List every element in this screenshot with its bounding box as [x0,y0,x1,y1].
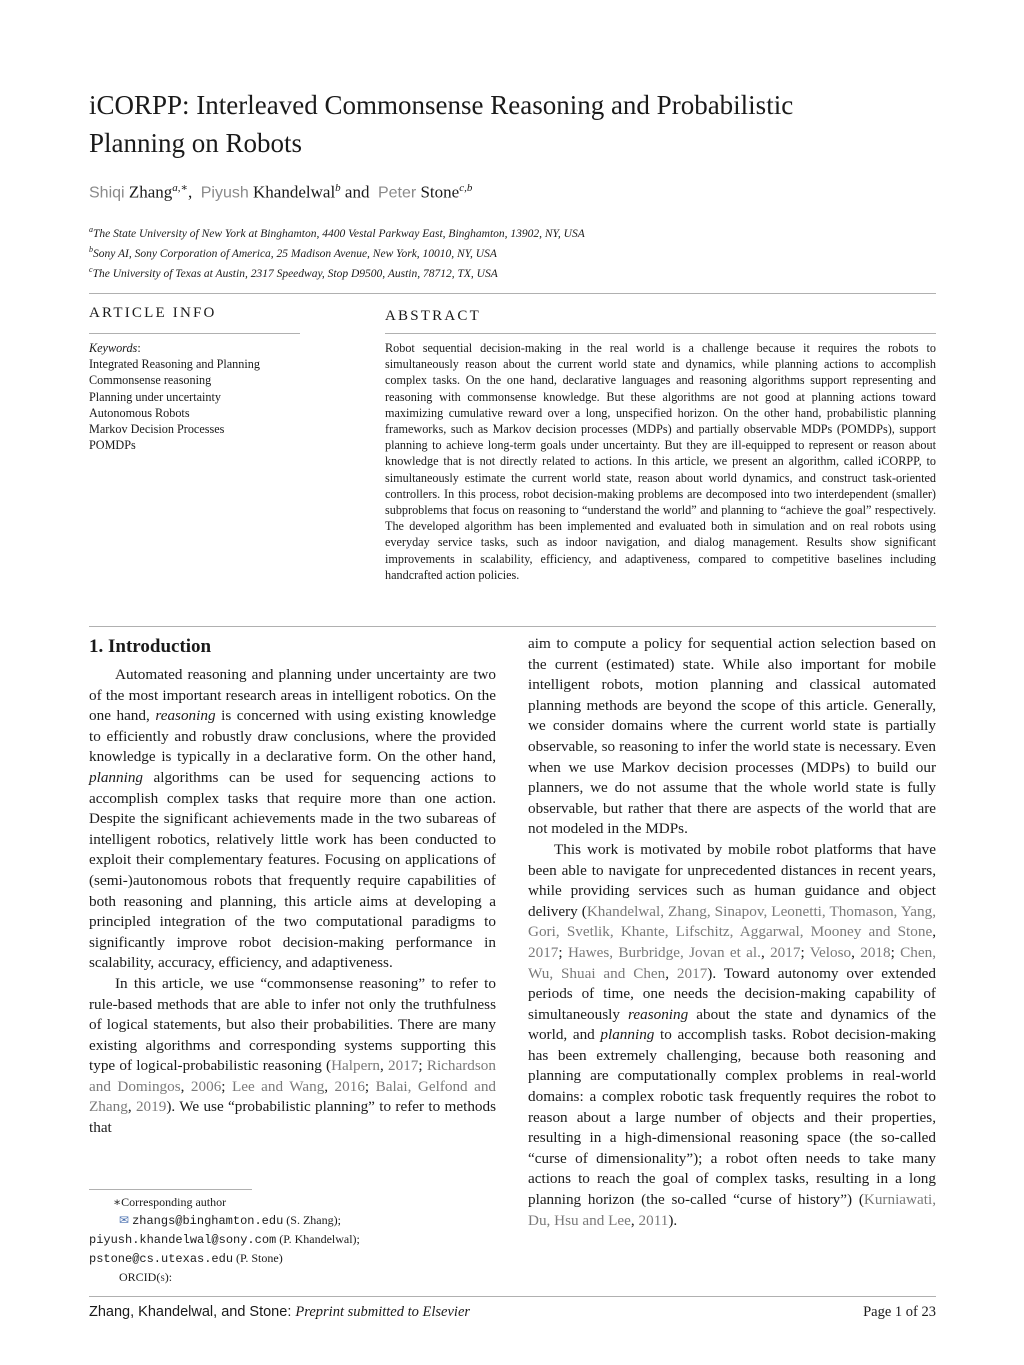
email-owner: (P. Khandelwal); [276,1232,360,1246]
left-column [89,665,496,1139]
abstract-divider [385,333,936,334]
separator: , [932,923,936,941]
citation-link[interactable]: 2011 [638,1211,669,1229]
citation-link[interactable]: Balai, Gelfond and Zhang [89,1077,497,1116]
email-owner: (S. Zhang); [283,1213,341,1227]
citation-link[interactable]: Chen, Wu, Shuai and Chen [528,943,937,982]
footer-divider [89,1296,936,1297]
keyword: Integrated Reasoning and Planning [89,357,260,372]
text-run: about the state and dynamics of the world, and [528,1005,936,1044]
keyword: Markov Decision Processes [89,422,225,437]
citation-link[interactable]: Kurniawati, Du, Hsu and Lee [528,1191,936,1229]
affiliation-mark: b [89,245,93,254]
keyword: Planning under uncertainty [89,389,221,404]
text-run: ). [668,1211,678,1229]
separator: , [127,1098,136,1116]
footnotes [89,1193,496,1286]
author-1-last: Zhang [128,182,173,202]
header-divider [89,293,936,294]
emphasis: reasoning [155,707,216,725]
abstract-text: Robot sequential decision-making in the real world is a challenge because it requires the robots to simultaneously reason about the current world state and dynamics, while planning actions to accomplish complex tasks. On the one hand, declarative languages and reasoning algorithms support representing and reasoning with commonsense knowledge. But these algorithms are not good at planning actions toward maximizing cumulative reward over a long, unspecified horizon. On the other hand, probabilistic planning frameworks, such as Markov decision processes (MDPs) and partially observable MDPs (POMDPs), support planning to achieve long-term goals under uncertainty. But they are ill-equipped to represent or reason about knowledge that is not directly related to actions. In this article, we present an algorithm, called iCORPP, to simultaneously estimate the current world state, reason about world dynamics, and construct task-oriented controllers. In this process, robot decision-making problems are decomposed into two interdependent (smaller) subproblems that focus on reasoning to “understand the world” and planning to “achieve the goal” respectively. The developed algorithm has been implemented and evaluated both in simulation and on real robots using everyday service tasks, such as indoor navigation, and dialog management. Results show significant improvements in scalability, efficiency, and adaptiveness, compared to competitive baselines including handcrafted action policies. [385,341,936,582]
separator: , [324,1077,335,1095]
intro-paragraph-1 [89,665,496,974]
footnote-divider [89,1189,252,1190]
citation-link[interactable]: Hawes, Burbridge, Jovan et al. [567,943,761,961]
intro-paragraph-2 [89,974,496,1139]
emphasis: planning [89,768,144,786]
emphasis: reasoning [628,1005,689,1023]
orcid-label: ORCID(s): [119,1270,173,1284]
citation-link[interactable]: Lee and Wang [231,1077,325,1095]
keywords-label-line: Keywords: [89,341,141,355]
email-link-khandelwal[interactable]: piyush.khandelwal@sony.com [89,1233,277,1247]
text-run: Automated reasoning and planning under uncertainty are two of the most important research areas in intelligent robotics. On the one hand, [89,666,496,725]
text-run: In this article, we use “commonsense reasoning” to refer to rule-based methods that are able to infer not only the truthfulness of logical statements, but also their probabilities. There are many existing algorithms and corresponding systems supporting this type of logical-probabilistic reasoning ( [89,974,496,1075]
affiliation-text: The State University of New York at Binghamton, 4400 Vestal Parkway East, Binghamton, 13902, NY, USA [93,227,585,240]
email-owner: (P. Stone) [233,1251,283,1265]
citation-link[interactable]: 2017 [388,1057,419,1075]
keywords-label: Keywords [89,341,138,355]
article-info-divider [89,333,300,334]
separator: , [665,964,677,982]
citation-link[interactable]: Richardson and Domingos [89,1057,496,1095]
email-link-stone[interactable]: pstone@cs.utexas.edu [89,1252,234,1266]
abstract-bottom-divider [89,626,936,627]
citation-link[interactable]: 2006 [190,1077,222,1095]
paper-title [89,86,949,162]
title-line-1: iCORPP: Interleaved Commonsense Reasoning and Probabilistic [89,90,794,120]
author-2-last: Khandelwal [253,182,336,202]
citation-link[interactable]: 2016 [334,1077,365,1095]
affiliation-text: Sony AI, Sony Corporation of America, 25 Madison Avenue, New York, 10010, NY, USA [93,247,497,260]
author-2-first: Piyush [200,184,249,202]
separator: ; [418,1057,427,1075]
keyword: POMDPs [89,438,136,453]
author-3-mark: c,b [459,182,473,194]
separator: , [379,1057,388,1075]
separator: ; [800,943,810,961]
keywords-block [89,340,304,453]
text-run: ). We use “probabilistic planning” to refer to methods that [89,1098,497,1137]
email-link-zhang[interactable]: zhangs@binghamton.edu [132,1214,284,1228]
text-run: is concerned with using existing knowledge to efficiently and robustly draw conclusions, where the provided knowledge is typically in a declarative form. On the other hand, [89,707,497,766]
emphasis: planning [600,1026,655,1044]
footnote-email-2 [89,1230,496,1249]
running-footer [89,1304,470,1321]
intro-paragraph-2-continued: aim to compute a policy for sequential action selection based on the current (estimated) state. While also important for mobile intelligent robots, motion planning and classical automated planning methods are beyond the scope of this article. Generally, we consider domains where the current world state is partially observable, so reasoning to infer the world state is necessary. Even when we use Markov decision processes (MDPs) to build our planners, we do not assume that the whole world state is fully observable, but rather that there are aspects of the world that are not modeled in the MDPs. [528,635,936,838]
and-word: and [344,182,370,202]
page-number: Page 1 of 23 [863,1304,936,1320]
title-line-2: Planning on Robots [89,128,303,158]
envelope-icon: ✉ [119,1213,130,1227]
text-run: algorithms can be used for sequencing actions to accomplish complex tasks that require more than one action. Despite the significant achievements made in the two subareas of intelligent robotics, relatively little work has been conducted to exploit their complementary features. Focusing on applications of (semi-)autonomous robots that frequently require capabilities of both reasoning and planning, this article aims at developing a principled integration of the two computational paradigms to significantly improve robot decision-making performance in scalability, accuracy, efficiency, and adaptiveness. [89,768,496,972]
footnote-email-1 [89,1211,496,1230]
affiliation-mark: a [89,225,93,234]
text-run: to accomplish tasks. Robot decision-making has been extremely challenging, because both reasoning and planning are computationally complex problems in real-world domains: a complex robotic task frequently requires the robot to reason about a large number of objects and their properties, resulting in a high-dimensional reasoning space (the so-called “curse of dimensionality”); a robot often needs to take many actions to reach the goal of complex tasks, resulting in a long planning horizon (the so-called “curse of history”) ( [528,1026,936,1209]
separator: ; [558,943,568,961]
right-column [528,634,936,1231]
keyword: Commonsense reasoning [89,373,212,388]
separator: , [760,943,771,961]
author-3-first: Peter [377,184,417,202]
citation-link[interactable]: 2019 [135,1098,167,1116]
citation-link[interactable]: Veloso [809,943,852,961]
keyword: Autonomous Robots [89,405,190,420]
article-info-heading: ARTICLE INFO [89,305,217,321]
text-run: This work is motivated by mobile robot platforms that have been able to navigate for unprecedented distances in recent years, while providing services such as human guidance and object delivery ( [528,840,936,920]
abstract-heading: ABSTRACT [385,308,481,324]
corresponding-author-note: ∗Corresponding author [113,1195,227,1209]
intro-paragraph-3 [528,840,936,1231]
affiliation-text: The University of Texas at Austin, 2317 Speedway, Stop D9500, Austin, 78712, TX, USA [92,267,498,280]
citation-link[interactable]: Halpern [331,1057,380,1075]
separator: , [851,943,861,961]
citation-link[interactable]: 2017 [770,943,801,961]
citation-link[interactable]: Khandelwal, Zhang, Sinapov, Leonetti, Thomason, Yang, Gori, Svetlik, Khante, Lifschitz, Aggarwal, Mooney and Stone [528,902,936,941]
affiliation-c [89,260,949,284]
footer-preprint-note: Preprint submitted to Elsevier [295,1304,471,1320]
separator: , [180,1077,191,1095]
separator: ; [221,1077,232,1095]
separator: ; [364,1077,376,1095]
author-1-mark: a,∗ [172,182,188,194]
citation-link[interactable]: 2018 [860,943,891,961]
footnote-email-3 [89,1249,496,1268]
citation-link[interactable]: 2017 [528,943,559,961]
text-run: ). Toward autonomy over extended periods of time, one needs the decision-making capability of simultaneously [528,964,937,1023]
author-1-first: Shiqi [89,184,125,202]
separator: , [630,1211,639,1229]
separator: ; [890,943,901,961]
author-list: Shiqi Zhang$^{a,∗}$, Piyush Khandelwal$^b$ and Peter Stone$^{c,b}$ [89,182,473,202]
author-3-last: Stone [420,182,460,202]
affiliation-mark: c [89,265,93,274]
section-heading-introduction: 1. Introduction [89,636,212,657]
footer-authors: Zhang, Khandelwal, and Stone: [89,1304,296,1320]
citation-link[interactable]: 2017 [676,964,708,982]
author-2-mark: b [335,182,341,194]
